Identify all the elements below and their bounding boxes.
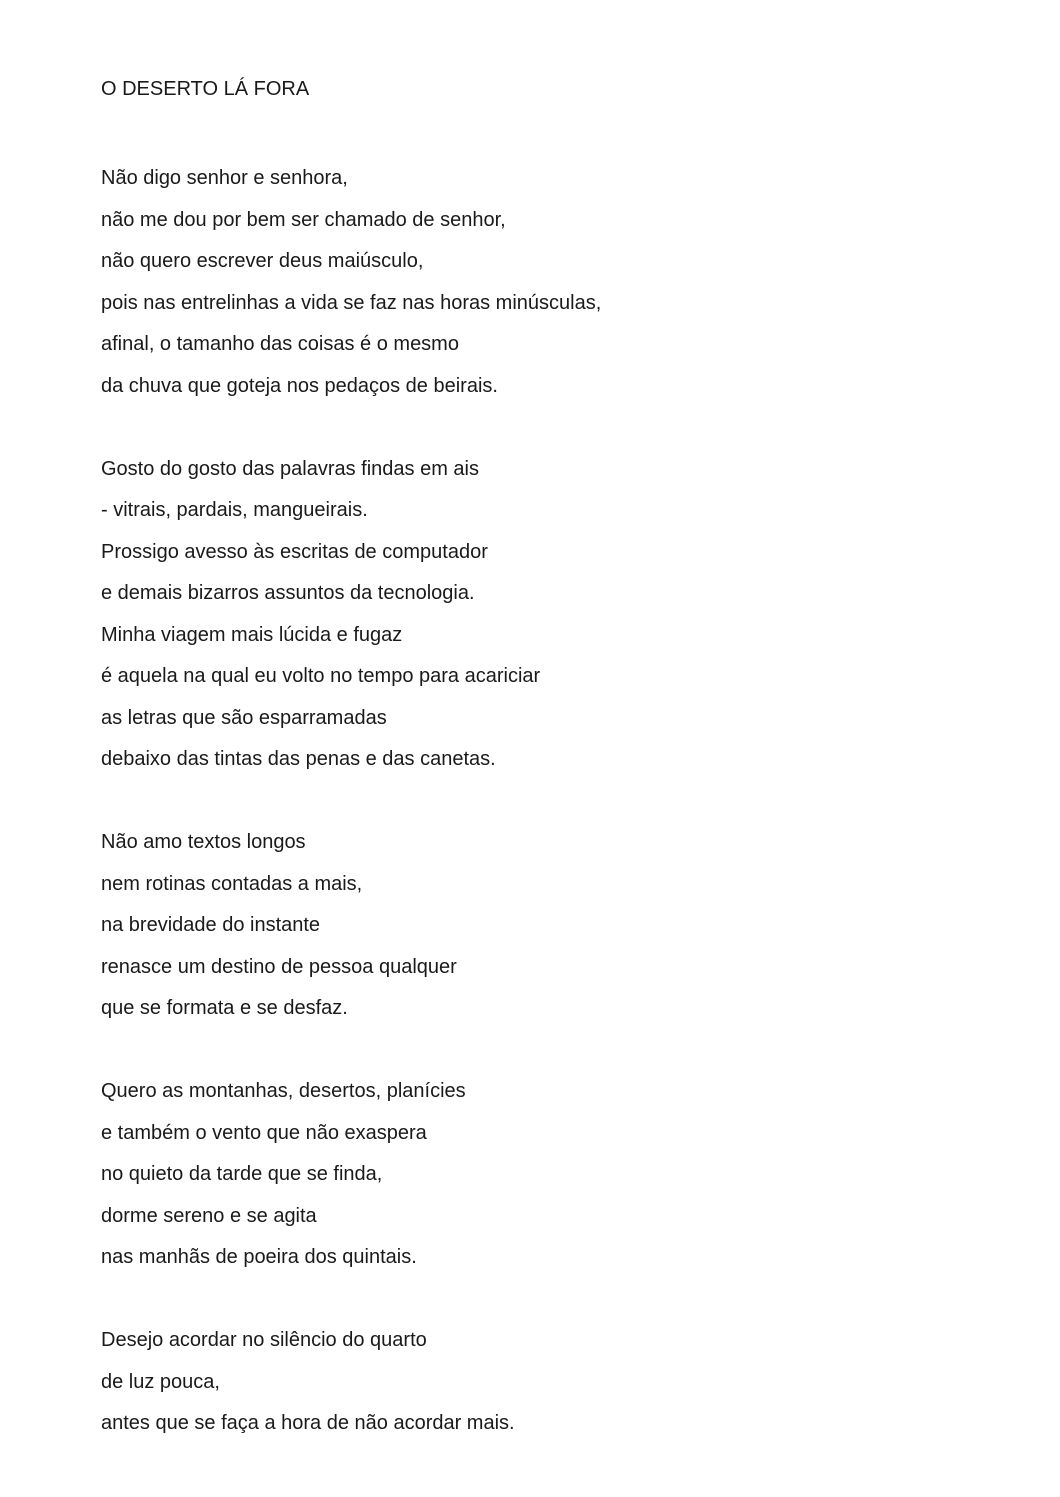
poem-line: pois nas entrelinhas a vida se faz nas horas minúsculas, bbox=[101, 291, 602, 314]
stanza-1 bbox=[101, 158, 1001, 407]
poem-line: antes que se faça a hora de não acordar mais. bbox=[101, 1412, 515, 1434]
poem-line: da chuva que goteja nos pedaços de beirais. bbox=[101, 374, 498, 397]
poem-line: nas manhãs de poeira dos quintais. bbox=[101, 1246, 417, 1268]
poem-line: Minha viagem mais lúcida e fugaz bbox=[101, 623, 403, 646]
stanza-break bbox=[101, 407, 1001, 449]
poem-line: e também o vento que não exaspera bbox=[101, 1121, 427, 1144]
poem-line: afinal, o tamanho das coisas é o mesmo bbox=[101, 333, 459, 355]
poem-line: debaixo das tintas das penas e das canetas. bbox=[101, 748, 496, 770]
poem-line: de luz pouca, bbox=[101, 1370, 220, 1393]
poem-line: renasce um destino de pessoa qualquer bbox=[101, 955, 457, 978]
title-spacer bbox=[101, 104, 1001, 158]
poem-line: Não amo textos longos bbox=[101, 831, 306, 853]
poem-line: que se formata e se desfaz. bbox=[101, 997, 348, 1019]
document-page bbox=[101, 75, 1001, 1445]
poem-line: as letras que são esparramadas bbox=[101, 706, 387, 729]
stanza-break bbox=[101, 1279, 1001, 1321]
poem-line: - vitrais, pardais, mangueirais. bbox=[101, 499, 368, 521]
poem-line: nem rotinas contadas a mais, bbox=[101, 872, 363, 895]
stanza-5 bbox=[101, 1320, 1001, 1445]
poem-line: não quero escrever deus maiúsculo, bbox=[101, 250, 424, 272]
stanza-4 bbox=[101, 1071, 1001, 1279]
poem-line: Gosto do gosto das palavras findas em ais bbox=[101, 457, 479, 480]
poem-line: no quieto da tarde que se finda, bbox=[101, 1163, 383, 1185]
stanza-break bbox=[101, 781, 1001, 823]
poem-line: Desejo acordar no silêncio do quarto bbox=[101, 1329, 427, 1351]
poem-line: e demais bizarros assuntos da tecnologia. bbox=[101, 582, 475, 604]
stanza-3 bbox=[101, 822, 1001, 1030]
poem-line: dorme sereno e se agita bbox=[101, 1204, 317, 1227]
poem-line: na brevidade do instante bbox=[101, 914, 321, 936]
poem-line: não me dou por bem ser chamado de senhor, bbox=[101, 208, 506, 231]
stanza-break bbox=[101, 1030, 1001, 1072]
poem-line: Quero as montanhas, desertos, planícies bbox=[101, 1080, 466, 1102]
poem-title: O DESERTO LÁ FORA bbox=[101, 78, 310, 100]
poem-line: Não digo senhor e senhora, bbox=[101, 167, 348, 189]
poem-line: é aquela na qual eu volto no tempo para acariciar bbox=[101, 665, 541, 687]
stanza-2 bbox=[101, 449, 1001, 781]
poem-line: Prossigo avesso às escritas de computador bbox=[101, 540, 488, 563]
